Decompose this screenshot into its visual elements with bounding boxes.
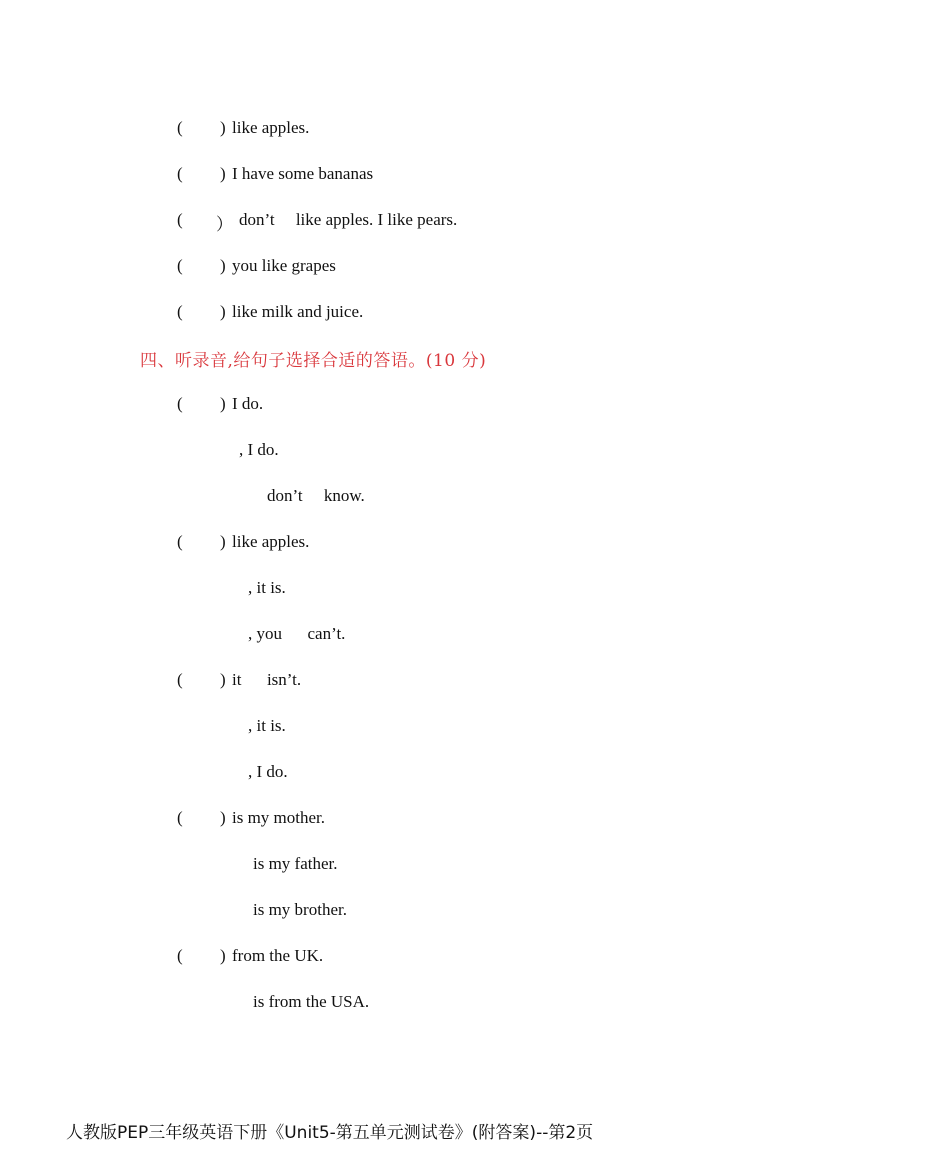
- page-footer: 人教版PEP三年级英语下册《Unit5-第五单元测试卷》(附答案)--第2页: [66, 1123, 594, 1143]
- paren-open: (: [177, 302, 183, 321]
- paren-close: ): [220, 302, 226, 321]
- paren-close: ): [220, 670, 226, 689]
- item-text: like milk and juice.: [232, 302, 364, 321]
- paren-close: ): [220, 118, 226, 137]
- answer-option: , I do.: [248, 762, 288, 781]
- paren-close: ): [220, 532, 226, 551]
- section4-heading: 四、听录音,给句子选择合适的答语。(10 分): [140, 351, 487, 371]
- paren-open: (: [177, 808, 183, 827]
- paren-close: ): [220, 808, 226, 827]
- answer-option: , it is.: [248, 716, 286, 735]
- answer-option: is my father.: [253, 854, 338, 873]
- answer-option: is from the USA.: [253, 992, 370, 1011]
- paren-close: ): [220, 164, 226, 183]
- paren-open: (: [177, 164, 183, 183]
- answer-option: , it is.: [248, 578, 286, 597]
- question-text: it isn’t.: [232, 670, 302, 689]
- paren-open: (: [177, 394, 183, 413]
- item-text: I have some bananas: [232, 164, 374, 183]
- paren-open: (: [177, 670, 183, 689]
- answer-option: is my brother.: [253, 900, 347, 919]
- paren-close: ）: [216, 215, 233, 234]
- item-text: you like grapes: [232, 256, 336, 275]
- answer-option: , I do.: [239, 440, 279, 459]
- question-text: I do.: [232, 394, 264, 413]
- paren-open: (: [177, 210, 183, 229]
- paren-open: (: [177, 256, 183, 275]
- question-text: like apples.: [232, 532, 310, 551]
- question-text: is my mother.: [232, 808, 326, 827]
- item-text: like apples.: [232, 118, 310, 137]
- item-text: don’t like apples. I like pears.: [239, 210, 458, 229]
- paren-open: (: [177, 946, 183, 965]
- paren-close: ): [220, 256, 226, 275]
- paren-close: ): [220, 946, 226, 965]
- paren-open: (: [177, 118, 183, 137]
- paren-close: ): [220, 394, 226, 413]
- question-text: from the UK.: [232, 946, 324, 965]
- paren-open: (: [177, 532, 183, 551]
- answer-option: don’t know.: [267, 486, 365, 505]
- answer-option: , you can’t.: [248, 624, 346, 643]
